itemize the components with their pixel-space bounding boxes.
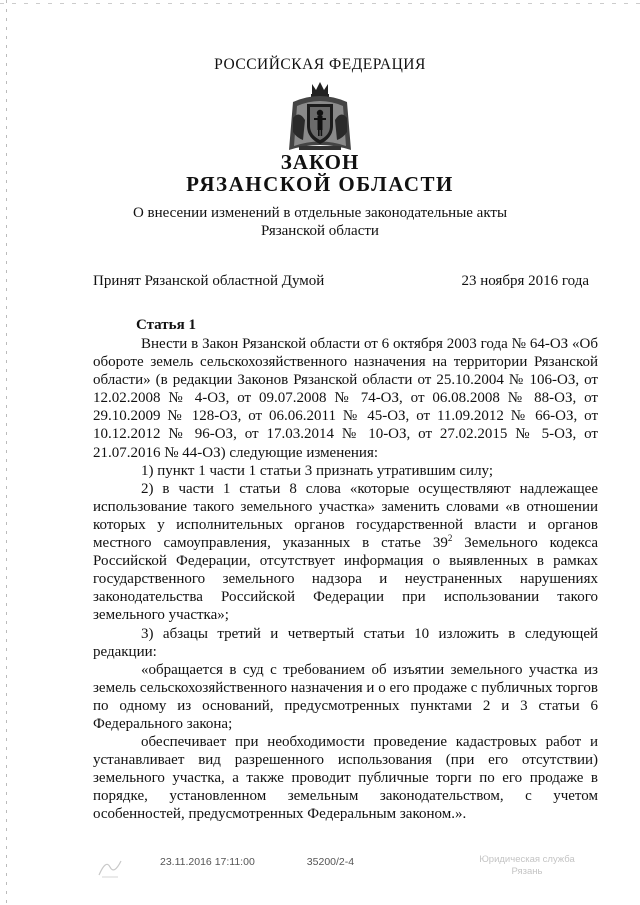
- coat-of-arms-icon: [285, 80, 355, 156]
- law-region: РЯЗАНСКОЙ ОБЛАСТИ: [186, 172, 454, 196]
- article-superscript: 2: [447, 533, 453, 544]
- scan-mark-icon: [96, 855, 124, 879]
- article-heading: Статья 1: [136, 317, 196, 333]
- scan-edge-left: [6, 0, 7, 905]
- quoted-paragraph-1: «обращается в суд с требованием об изъятии земельного участка из земель сельскохозяйственного назначения и о его продаже с публичных торгов по одному из оснований, предусмотренных пунктами 2 и 3 статьи 6 Федерального закона;: [93, 661, 598, 732]
- article-item-3: 3) абзацы третий и четвертый статьи 10 изложить в следующей редакции:: [93, 625, 598, 660]
- adoption-line: [93, 273, 589, 290]
- article-item-1: 1) пункт 1 части 1 статьи 3 признать утратившим силу;: [141, 462, 494, 479]
- adoption-date: 23 ноября 2016 года: [461, 273, 589, 289]
- law-title: ЗАКОН: [280, 150, 360, 174]
- item-2-text: 2) в части 1 статьи 8 слова «которые осуществляют надлежащее использование такого земельного участка» заменить словами «в отношении которых у исполнительных органов государственной власти и органов местного самоуправления, указанных в статье 39: [93, 480, 598, 552]
- scan-edge-top: [0, 3, 640, 4]
- subject-line-2: Рязанской области: [261, 223, 379, 239]
- faded-stamp: [452, 854, 602, 878]
- law-subject: [0, 204, 640, 240]
- quoted-paragraph-2: обеспечивает при необходимости проведение кадастровых работ и устанавливает вид разрешенного использования (при его отсутствии) земельного участка, а также проводит публичные торги по его продаже в порядке, установленном земельным законодательством, с учетом особенностей, предусмотренных Федеральным законом.».: [93, 734, 598, 823]
- adopting-body: Принят Рязанской областной Думой: [93, 273, 325, 289]
- subject-line-1: О внесении изменений в отдельные законодательные акты: [132, 205, 508, 221]
- country-heading: РОССИЙСКАЯ ФЕДЕРАЦИЯ: [214, 56, 426, 73]
- stamp-line-1: Юридическая служба: [479, 854, 575, 865]
- article-item-2: [93, 480, 598, 625]
- article-body: [93, 335, 598, 824]
- footer-meta: [160, 856, 354, 868]
- footer-doc-number: 35200/2-4: [306, 856, 355, 868]
- stamp-line-2: Рязань: [511, 866, 543, 877]
- footer-timestamp: 23.11.2016 17:11:00: [160, 856, 255, 868]
- item-2-text-cont: Земельного кодекса Российской Федерации, отсутствует информация о выявленных в рамках государственного земельного надзора и неустраненных нарушениях законодательства Российской Федерации при использовании такого земельного участка»;: [93, 535, 598, 624]
- article-intro: Внести в Закон Рязанской области от 6 октября 2003 года № 64-ОЗ «Об обороте земель сельскохозяйственного назначения на территории Рязанской области» (в редакции Законов Рязанской области от 25.10.2004 № 106-ОЗ, от 12.02.2008 № 4-ОЗ, от 09.07.2008 № 74-ОЗ, от 06.08.2008 № 88-ОЗ, от 29.10.2009 № 128-ОЗ, от 06.06.2011 № 45-ОЗ, от 11.09.2012 № 66-ОЗ, от 10.12.2012 № 96-ОЗ, от 17.03.2014 № 10-ОЗ, от 27.02.2015 № 5-ОЗ, от 21.07.2016 № 44-ОЗ) следующие изменения:: [93, 336, 598, 461]
